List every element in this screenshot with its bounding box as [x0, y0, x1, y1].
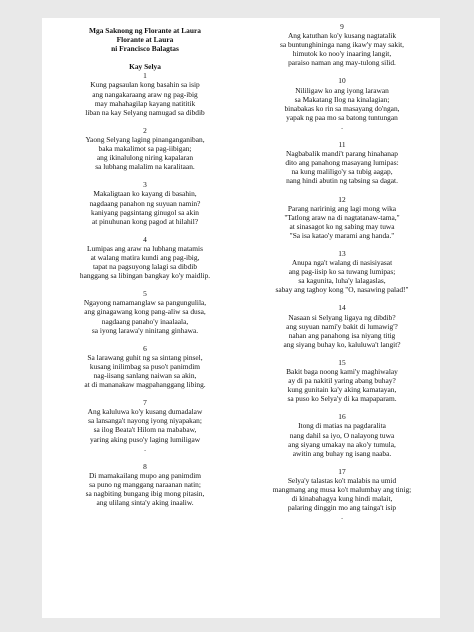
stanza — [250, 412, 434, 457]
verse-line: kung gunitain ka'y aking kamatayan, — [287, 385, 397, 395]
stanza-end-mark: . — [144, 443, 146, 453]
document-page — [42, 18, 440, 618]
verse-line: Ngayong namamanglaw sa pangungulila, — [83, 298, 207, 308]
verse-line: Nasaan si Selyang ligaya ng dibdib? — [288, 312, 396, 322]
verse-line: Sa larawang guhit ng sa sintang pinsel, — [87, 352, 203, 362]
verse-line: sa puno ng manggang naraanan natin; — [89, 479, 201, 489]
verse-line: Selya'y talastas ko't malabis na umid — [287, 475, 397, 485]
verse-line: liban na kay Selyang namugad sa dibdib — [85, 107, 205, 117]
stanza — [56, 462, 234, 507]
verse-line: "Tatlong araw na di nagtatanaw-tama," — [284, 212, 400, 222]
verse-line: "Sa isa katao'y marami ang handa." — [289, 230, 395, 240]
stanza-end-mark: . — [341, 512, 343, 522]
verse-line: hanggang sa libingan bangkay ko'y maidlip. — [79, 271, 211, 281]
left-column — [56, 26, 234, 507]
verse-line: Bakit baga noong kami'y maghiwalay — [286, 367, 398, 376]
verse-line: ang nangakaraang araw ng pag-ibig — [92, 89, 198, 99]
document-title — [56, 26, 234, 53]
verse-line: ang ginagawang kong pang-aliw sa dusa, — [84, 307, 206, 317]
verse-line: nang dahil sa iyo, O nalayong tuwa — [289, 430, 395, 440]
stanza — [56, 235, 234, 280]
verse-line: nag-iisang sanlang naiwan sa akin, — [93, 371, 197, 380]
verse-line: sa Makatang Ilog na kinalagian; — [294, 94, 390, 104]
stanza-number: 4 — [143, 234, 147, 244]
stanza — [250, 76, 434, 131]
stanza — [250, 195, 434, 240]
verse-line: sa lubhang malalim na karalitaan. — [95, 162, 195, 172]
stanza-end-mark: . — [341, 121, 343, 131]
verse-line: ang ikinalulong niring kapalaran — [96, 153, 194, 163]
stanza-number: 8 — [143, 461, 147, 471]
verse-line: Makaligtaan ko kayang di basahin, — [93, 189, 197, 199]
stanza — [250, 22, 434, 67]
verse-line: Nililigaw ko ang iyong larawan — [295, 85, 389, 95]
stanza — [250, 358, 434, 403]
dedication-heading: Kay Selya — [129, 62, 161, 72]
verse-line: kusang inilimbag sa puso't panimdim — [89, 361, 201, 371]
verse-line: at pinuhunan kong pagod at hilahil? — [91, 216, 199, 226]
verse-line: Parang naririnig ang lagi mong wika — [287, 203, 397, 213]
verse-line: sa ilog Beata't Hilom na mababaw, — [93, 425, 197, 435]
left-stanzas — [56, 71, 234, 507]
verse-line: sa kagunita, luha'y lalagaslas, — [298, 276, 386, 286]
stanza — [56, 398, 234, 453]
verse-line: Yaong Selyang laging pinanganganiban, — [85, 134, 205, 144]
stanza — [250, 467, 434, 522]
verse-line: binabakas ko rin sa masayang do'ngan, — [284, 103, 400, 113]
stanza-number: 2 — [143, 125, 147, 135]
stanza-number: 5 — [143, 289, 147, 299]
verse-line: baka makalimot sa pag-iibigan; — [98, 144, 192, 154]
verse-line: ang suyuan nami'y bakit di lumawig'? — [286, 321, 398, 331]
stanza-number: 3 — [143, 180, 147, 190]
verse-line: awitin ang buhay ng isang naaba. — [292, 448, 392, 458]
stanza — [56, 180, 234, 225]
verse-line: ang ulilang sinta'y aking inaaliw. — [96, 498, 194, 508]
verse-line: yapak ng paa mo sa batong tuntungan — [286, 112, 398, 122]
stanza-number: 17 — [338, 466, 346, 476]
verse-line: tapat na pagsuyong lalagi sa dibdib — [92, 262, 198, 272]
verse-line: mangmang ang musa ko't malumbay ang tinig; — [272, 485, 412, 495]
verse-line: Anupa nga't walang di nasisiyasat — [291, 258, 393, 268]
verse-line: ang siyang buhay ko, kaluluwa't langit? — [283, 339, 401, 349]
verse-line: Kung pagsaulan kong basahin sa isip — [90, 80, 200, 90]
right-stanzas — [250, 22, 434, 521]
stanza-number: 10 — [338, 76, 346, 86]
verse-line: sa iyong larawa'y ninitang ginhawa. — [91, 325, 199, 335]
verse-line: may mahahagilap kayang natititik — [94, 98, 196, 108]
verse-line: ay di pa nakitil yaring abang buhay? — [288, 376, 396, 386]
verse-line: at di mananakaw magpahanggang libing. — [84, 380, 206, 390]
verse-line: na kung maliligo'y sa tubig aagap, — [291, 167, 393, 177]
stanza-number: 1 — [143, 71, 147, 81]
stanza-number: 7 — [143, 398, 147, 408]
stanza — [250, 249, 434, 294]
verse-line: sa lansanga't nayong iyong niyapakan; — [88, 416, 202, 426]
verse-line: at walang matira kundi ang pag-ibig, — [90, 252, 200, 262]
verse-line: ang pag-iisip ko sa tuwang lumipas; — [288, 267, 396, 277]
right-column — [250, 22, 434, 521]
verse-line: nang hindi abutin ng tabsing sa dagat. — [286, 176, 398, 186]
verse-line: Ang katuthan ko'y kusang nagtatalik — [287, 31, 397, 41]
verse-line: nagdaang panahon ng suyuan namin? — [89, 198, 201, 208]
title-line: Florante at Laura — [116, 35, 174, 45]
verse-line: Lumipas ang araw na lubhang matamis — [87, 243, 203, 253]
verse-line: di kinabahagya kung hindi malait, — [291, 494, 393, 504]
stanza-number: 9 — [340, 22, 344, 31]
stanza-number: 6 — [143, 343, 147, 353]
verse-line: dito ang panahong masayang lumipas: — [285, 158, 399, 168]
stanza-number: 13 — [338, 248, 346, 258]
verse-line: kaniyang pagsintang ginugol sa akin — [91, 207, 199, 217]
verse-line: Di mamakailang mupo ang panimdim — [88, 470, 202, 480]
verse-line: Nagbabalik mandi't parang hinahanap — [286, 149, 398, 159]
verse-line: paraiso naman ang may-tulong silid. — [288, 58, 396, 68]
stanza-number: 14 — [338, 303, 346, 313]
verse-line: sa puso ko Selya'y di ka mapaparam. — [287, 394, 397, 404]
verse-line: himutok ko noo'y inaaring langit, — [292, 49, 392, 59]
verse-line: palaring dinggin mo ang tainga't isip — [287, 503, 397, 513]
stanza — [250, 140, 434, 185]
verse-line: Ang kaluluwa ko'y kusang dumadalaw — [87, 407, 203, 417]
stanza-number: 16 — [338, 412, 346, 422]
stanza — [56, 344, 234, 389]
stanza-number: 11 — [338, 140, 346, 150]
stanza — [56, 289, 234, 334]
verse-line: Itong di matias na pagdaralita — [298, 421, 386, 431]
stanza — [56, 71, 234, 116]
verse-line: sabay ang taghoy kong "O, nasawing palad!" — [275, 285, 409, 295]
stanza — [56, 126, 234, 171]
title-line: Mga Saknong ng Florante at Laura — [89, 26, 201, 35]
verse-line: sa nagbiting bungang ibig mong pitasin, — [85, 489, 205, 499]
verse-line: nahan ang panahong isa niyang titig — [288, 330, 396, 340]
stanza-number: 12 — [338, 194, 346, 204]
verse-line: yaring aking puso'y laging lumiligaw — [89, 434, 201, 444]
stanza — [250, 303, 434, 348]
stanza-number: 15 — [338, 357, 346, 367]
verse-line: at sinasagot ko ng sabing may tuwa — [289, 221, 395, 231]
author-line: ni Francisco Balagtas — [111, 44, 179, 54]
verse-line: sa buntunghininga nang ikaw'y may sakit, — [279, 40, 405, 50]
verse-line: ang siyang umakay na ako'y tumula, — [288, 439, 396, 449]
verse-line: nagdaang panaho'y inaalaala, — [101, 316, 189, 326]
